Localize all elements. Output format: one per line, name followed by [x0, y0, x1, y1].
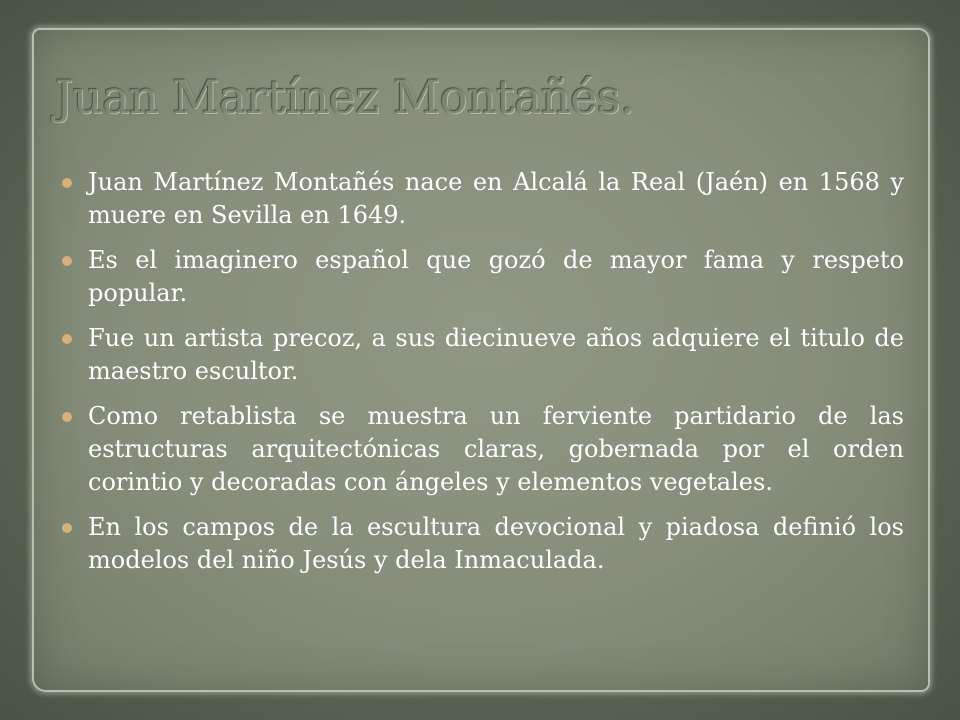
bullet-item	[58, 244, 904, 310]
slide-title: Juan Martínez Montañés.	[55, 70, 635, 124]
bullet-item	[58, 511, 904, 577]
bullet-text: Como retablista se muestra un ferviente partidario de las estructuras arquitectónicas claras, gobernada por el orden corintio y decoradas con ángeles y elementos vegetales.	[88, 402, 904, 496]
bullet-item	[58, 166, 904, 232]
bullet-list	[58, 166, 904, 589]
bullet-dot-icon	[62, 334, 72, 344]
bullet-text: Es el imaginero español que gozó de mayor fama y respeto popular.	[88, 246, 904, 307]
bullet-dot-icon	[62, 523, 72, 533]
bullet-item	[58, 400, 904, 499]
bullet-text: Juan Martínez Montañés nace en Alcalá la Real (Jaén) en 1568 y muere en Sevilla en 1649.	[88, 168, 904, 229]
bullet-dot-icon	[62, 412, 72, 422]
bullet-text: En los campos de la escultura devocional y piadosa definió los modelos del niño Jesús y dela Inmaculada.	[88, 513, 904, 574]
bullet-dot-icon	[62, 256, 72, 266]
bullet-dot-icon	[62, 178, 72, 188]
bullet-item	[58, 322, 904, 388]
bullet-text: Fue un artista precoz, a sus diecinueve años adquiere el titulo de maestro escultor.	[88, 324, 904, 385]
